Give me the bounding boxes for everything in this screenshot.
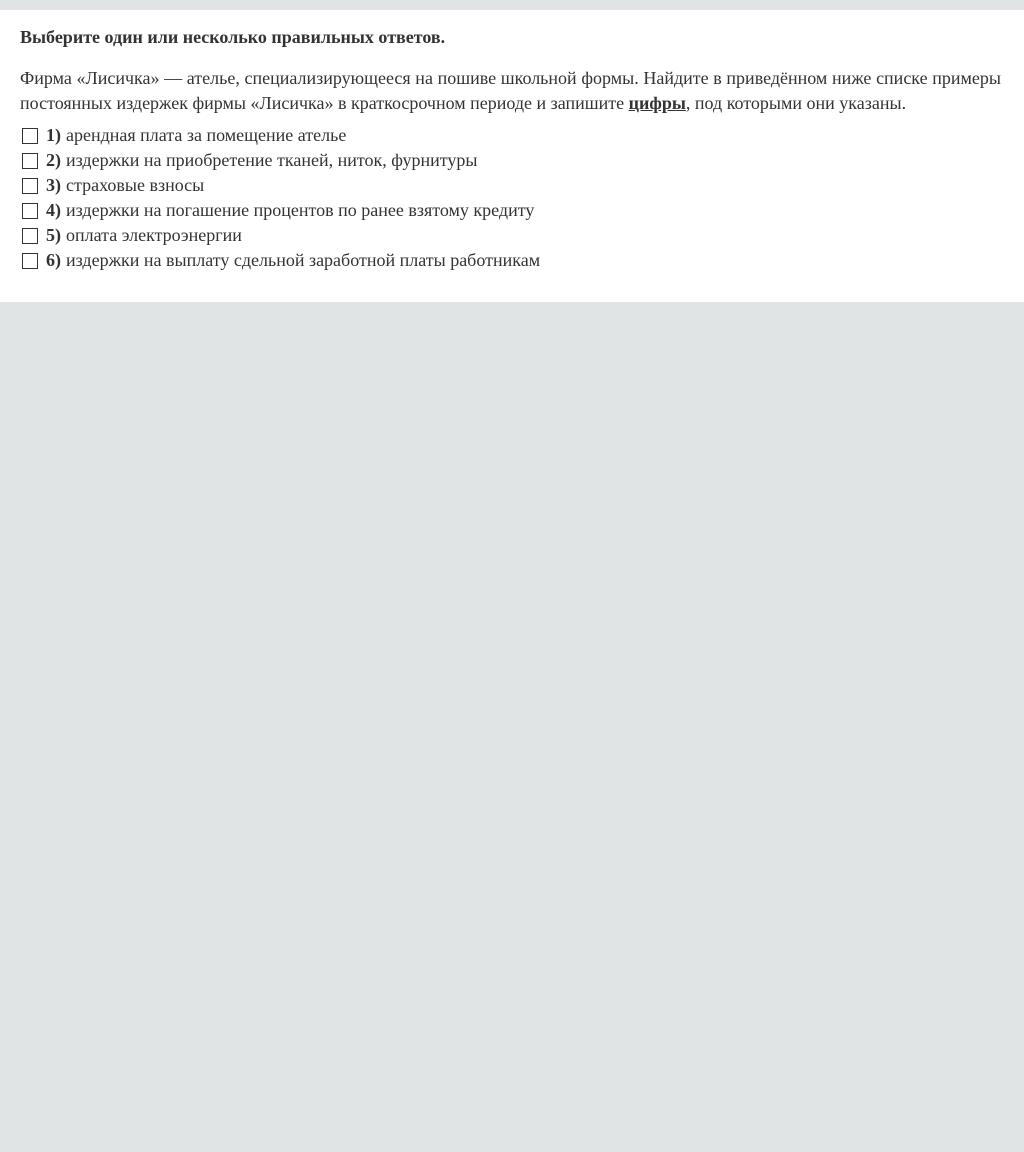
option-text: издержки на выплату сдельной заработной платы работникам <box>66 250 541 270</box>
answer-option-5[interactable] <box>20 223 1001 248</box>
option-number: 6) <box>46 250 61 270</box>
answer-option-3[interactable] <box>20 173 1001 198</box>
option-number: 3) <box>46 175 61 195</box>
question-card <box>0 10 1024 302</box>
question-text-before: Фирма «Лисичка» –– ателье, специализирующееся на пошиве школьной формы. Найдите в приведённом ниже списке примеры постоянных издержек фирмы «Лисичка» в краткосрочном периоде и запишите <box>20 68 1001 113</box>
answer-option-4[interactable] <box>20 198 1001 223</box>
answer-options-list <box>20 123 1001 273</box>
option-number: 2) <box>46 150 61 170</box>
answer-option-1[interactable] <box>20 123 1001 148</box>
answer-checkbox[interactable] <box>22 203 38 219</box>
answer-checkbox[interactable] <box>22 128 38 144</box>
answer-checkbox[interactable] <box>22 253 38 269</box>
option-number: 1) <box>46 125 61 145</box>
answer-checkbox[interactable] <box>22 153 38 169</box>
answer-checkbox[interactable] <box>22 228 38 244</box>
option-text: страховые взносы <box>66 175 205 195</box>
option-number: 5) <box>46 225 61 245</box>
answer-option-2[interactable] <box>20 148 1001 173</box>
option-text: оплата электроэнергии <box>66 225 242 245</box>
option-text: арендная плата за помещение ателье <box>66 125 347 145</box>
option-text: издержки на погашение процентов по ранее взятому кредиту <box>66 200 535 220</box>
answer-checkbox[interactable] <box>22 178 38 194</box>
option-text: издержки на приобретение тканей, ниток, фурнитуры <box>66 150 478 170</box>
answer-option-6[interactable] <box>20 248 1001 273</box>
option-number: 4) <box>46 200 61 220</box>
question-text-after: , под которыми они указаны. <box>685 93 907 113</box>
question-text <box>20 66 1001 116</box>
question-emphasis: цифры <box>628 93 686 113</box>
instruction-text: Выберите один или несколько правильных ответов. <box>20 27 446 47</box>
